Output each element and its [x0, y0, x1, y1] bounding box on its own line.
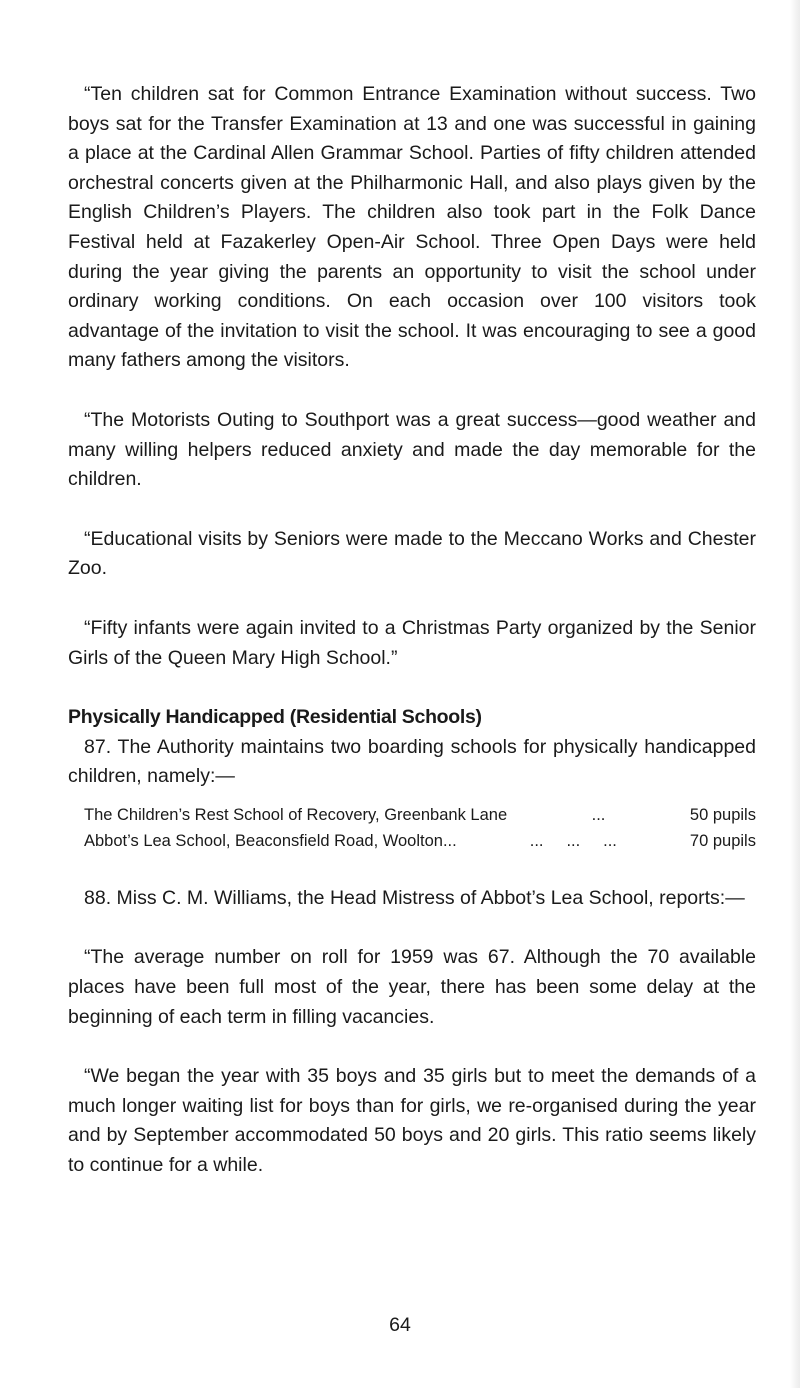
list-item: [84, 828, 756, 854]
paragraph-87: 87. The Authority maintains two boarding schools for physically handicapped children, namely:—: [68, 735, 756, 788]
page-edge-shadow: [790, 0, 800, 1388]
page-number: 64: [389, 1314, 411, 1336]
pupil-count: 70 pupils: [689, 831, 756, 850]
paragraph-motorists-outing: “The Motorists Outing to Southport was a great success—good weather and many willing helpers reduced anxiety and made the day memorable for the children.: [68, 408, 756, 491]
schools-list: [84, 802, 756, 854]
paragraph-average-roll: “The average number on roll for 1959 was 67. Although the 70 available places have been full most of the year, there has been some delay at the beginning of each term in filling vacancies.: [68, 946, 756, 1028]
section-heading: Physically Handicapped (Residential Schools): [68, 706, 482, 729]
paragraph-common-entrance: “Ten children sat for Common Entrance Examination without success. Two boys sat for the Transfer Examination at 13 and one was successful in gaining a place at the Cardinal Allen Grammar School. Parties of fifty children attended orchestral concerts given at the Philharmonic Hall, and also plays given by the English Children’s Players. The children also took part in the Folk Dance Festival held at Fazakerley Open-Air School. Three Open Days were held during the year giving the parents an opportunity to visit the school under ordinary working conditions. On each occasion over 100 visitors took advantage of the invitation to visit the school. It was encouraging to see a good many fathers among the visitors.: [68, 83, 756, 372]
paragraph-educational-visits: “Educational visits by Seniors were made to the Meccano Works and Chester Zoo.: [68, 527, 756, 580]
paragraph-88: 88. Miss C. M. Williams, the Head Mistress of Abbot’s Lea School, reports:—: [84, 886, 745, 909]
leader-dots: ...: [591, 805, 606, 824]
school-name: The Children’s Rest School of Recovery, Greenbank Lane: [84, 805, 508, 824]
paragraph-boys-girls-ratio: “We began the year with 35 boys and 35 girls but to meet the demands of a much longer waiting list for boys than for girls, we re-organised during the year and by September accommodated 50 boys and 20 girls. This ratio seems likely to continue for a while.: [68, 1065, 756, 1177]
document-page: [68, 80, 756, 1181]
list-item: [84, 802, 756, 828]
pupil-count: 50 pupils: [689, 805, 756, 824]
leader-dots: ... ... ...: [529, 831, 617, 850]
paragraph-christmas-party: “Fifty infants were again invited to a Christmas Party organized by the Senior Girls of the Queen Mary High School.”: [68, 616, 756, 669]
school-name: Abbot’s Lea School, Beaconsfield Road, Woolton...: [84, 831, 457, 850]
